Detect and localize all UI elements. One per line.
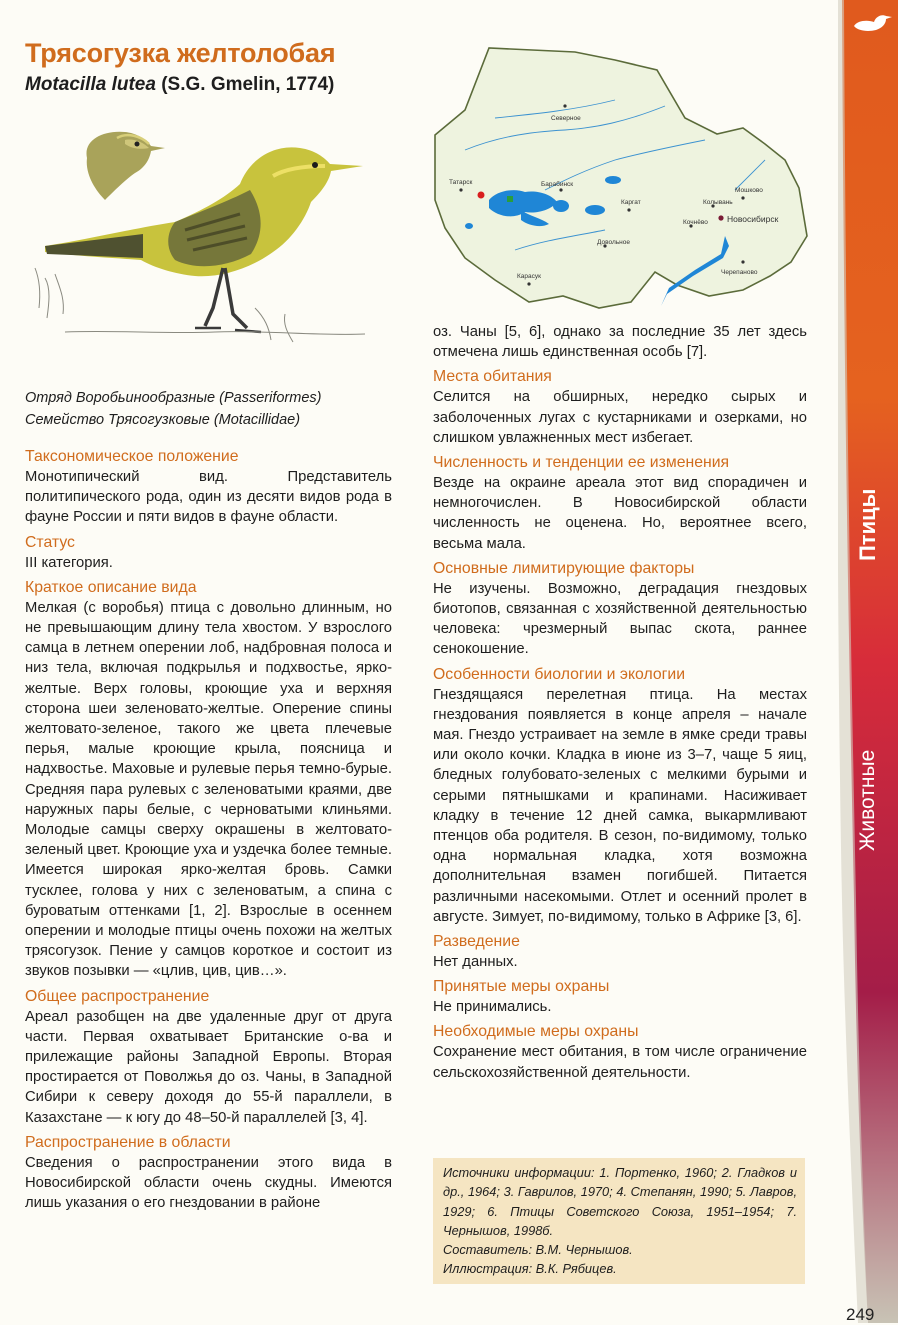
compiler-text: Составитель: В.М. Чернышов. xyxy=(443,1242,633,1258)
section-text-regional-range: Сведения о распространении этого вида в Новосибирской области очень скудны. Имеются лишь указания о его гнездовании в районе xyxy=(25,1154,392,1212)
town-cherepanovo: Черепаново xyxy=(721,269,758,276)
section-heading-status: Статус xyxy=(25,533,75,551)
bird-head-inset xyxy=(86,132,165,200)
illustration-credit: Иллюстрация: В.К. Рябицев. xyxy=(443,1261,617,1277)
town-kochenevo: Кочнёво xyxy=(683,219,708,226)
section-heading-population: Численность и тенденции ее изменения xyxy=(433,454,730,472)
section-text-habitat: Селится на обширных, нередко сырых и заболоченных лугах с кустарниками и озерками, но слишком увлажненных мест избегает. xyxy=(433,389,807,446)
section-text-general-range: Ареал разобщен на две удаленные друг от друга части. Первая охватывает Британские о-ва и прилежащие районы Западной Европы. Вторая простирается от Поволжья до оз. Чаны, в Западной Сибири к северу доходя до 55-й параллели, в Казахстане — к югу до 48–50-й параллелей [3, 4]. xyxy=(25,1008,392,1126)
section-text-status: III категория. xyxy=(25,554,113,571)
right-column xyxy=(433,322,807,1087)
section-text-breeding: Нет данных. xyxy=(433,954,518,971)
town-kolyvan: Колывань xyxy=(703,199,733,206)
section-heading-biology: Особенности биологии и экологии xyxy=(433,665,686,683)
town-karasuk: Карасук xyxy=(517,273,541,280)
range-map xyxy=(425,40,810,312)
section-heading-measures-taken: Принятые меры охраны xyxy=(433,978,610,996)
section-text-description: Мелкая (с воробья) птица с довольно длинным, но не превышающим длину тела хвостом. У взрослого самца в летнем оперении лоб, надбровная полоса и низ тела, включая подкрылья и подхвостье, ярко-желтые. Верх головы, кроющие уха и верхняя сторона шеи зеленовато-желтые. Оперение спины желтовато-зеленое, такого же цвета плечевые перья, малые кроющие крыла, поясница и надхвостье. Маховые и рулевые перья темно-бурые. Средняя пара рулевых с зеленоватыми краями, две наружных пары белые, с черноватыми клиньями. Молодые самцы сверху окрашены в желтовато-зеленый цвет. Кроющие уха и уздечка более темные. Имеется широкая ярко-желтая бровь. Самки тусклее, голова у них с зеленоватым, а спина с буроватым оттенками [1, 2]. Взрослые в осеннем оперении и молодые птицы очень похожи на желтых трясогузок. Пение у самцов короткое и состоит из звуков позывки — «цлив, цив, цив…». xyxy=(25,599,392,980)
section-text-regional-range-cont: оз. Чаны [5, 6], однако за последние 35 лет здесь отмечена лишь единственная особь [7]. xyxy=(433,324,807,361)
town-barabinsk: Барабинск xyxy=(541,181,574,188)
town-moshkovo: Мошково xyxy=(735,187,763,194)
left-column xyxy=(25,446,392,1218)
sources-text: Источники информации: 1. Портенко, 1960; 2. Гладков и др., 1964; 3. Гаврилов, 1970; 4. Степанян, 1990; 5. Лавров, 1929; 6. Птицы Советского Союза, 1951–1954; 7. Чернышов, 1998б. xyxy=(443,1165,797,1238)
sidebar-ribbon xyxy=(838,0,898,1323)
section-text-taxonomy: Монотипический вид. Представитель политипического рода, один из десяти видов рода в фауне России и пяти видов в фауне области. xyxy=(25,469,392,526)
town-novosibirsk: Новосибирск xyxy=(727,214,779,224)
latin-author: (S.G. Gmelin, 1774) xyxy=(155,74,335,95)
section-text-measures-needed: Сохранение мест обитания, в том числе ограничение сельскохозяйственной деятельности. xyxy=(433,1044,807,1081)
section-text-measures-taken: Не принимались. xyxy=(433,999,552,1016)
section-text-limiting-factors: Не изучены. Возможно, деградация гнездовых биотопов, связанная с хозяйственной деятельностью человека: чрезмерный выпас скота, раннее сенокошение. xyxy=(433,580,807,658)
section-heading-regional-range: Распространение в области xyxy=(25,1133,231,1151)
section-heading-habitat: Места обитания xyxy=(433,368,552,386)
section-heading-breeding: Разведение xyxy=(433,933,520,951)
sidebar-class-label: Птицы xyxy=(855,488,880,562)
bird-illustration xyxy=(25,118,400,358)
species-title: Трясогузка желтолобая xyxy=(25,38,336,68)
page-number: 249 xyxy=(846,1305,875,1324)
order-line: Отряд Воробьинообразные (Passeriformes) xyxy=(25,390,322,406)
record-old-marker xyxy=(478,192,485,199)
town-tatarsk: Татарск xyxy=(449,179,473,186)
record-new-marker xyxy=(507,196,513,202)
sources-box xyxy=(433,1158,805,1284)
town-severnoe: Северное xyxy=(551,115,581,122)
taxonomy-block xyxy=(25,387,400,431)
grass-sketch xyxy=(35,268,365,342)
latin-name xyxy=(25,74,334,96)
section-heading-description: Краткое описание вида xyxy=(25,578,197,596)
section-text-biology: Гнездящаяся перелетная птица. На местах гнездования появляется в конце апреля – начале мая. Гнездо устраивает на земле в ямке среди травы или около кочки. Кладка в июне из 3–7, чаще 5 яиц, бледных голубовато-зеленых с мелкими бурыми и серыми пятнышками и крапинами. Насиживает кладку в течение 12 дней самка, выкармливают птенцов оба родителя. В сезон, по-видимому, только одна нормальная кладка, хотя возможна дополнительная взамен погибшей. Питается различными насекомыми. Отлет и осенний пролет в августе. Зимует, по-видимому, только в Африке [3, 6]. xyxy=(433,686,807,925)
town-kargat: Каргат xyxy=(621,199,641,206)
section-heading-general-range: Общее распространение xyxy=(25,987,210,1005)
section-heading-limiting-factors: Основные лимитирующие факторы xyxy=(433,559,695,577)
section-heading-measures-needed: Необходимые меры охраны xyxy=(433,1023,639,1041)
latin-species: Motacilla lutea xyxy=(25,74,156,95)
town-dovolnoe: Довольное xyxy=(597,239,630,246)
section-heading-taxonomy: Таксономическое положение xyxy=(25,448,239,465)
family-line: Семейство Трясогузковые (Motacillidae) xyxy=(25,412,301,428)
section-text-population: Везде на окраине ареала этот вид спорадичен и немногочислен. В Новосибирской области численность не оценена. Но, вероятнее всего, весьма мала. xyxy=(433,475,807,552)
sidebar-kingdom-label: Животные xyxy=(856,749,879,851)
